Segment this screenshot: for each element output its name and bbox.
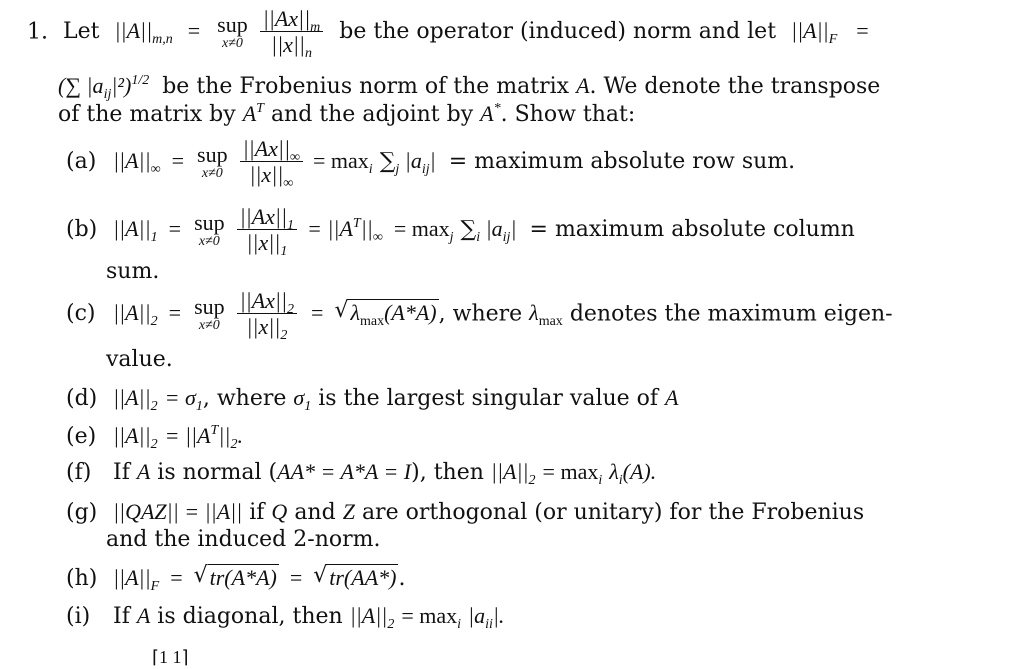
- item-b-transpose-norm: = $||A^T||_\infty$: [307, 216, 383, 246]
- item-a-eq: =: [171, 148, 185, 174]
- item-c-lhs: $||A||_2$: [113, 300, 158, 330]
- item-d-text2: is the largest singular value of: [318, 386, 659, 411]
- item-f-label: (f): [66, 460, 92, 485]
- item-c-sqrt: √ $\lambda_{max}(A*A)$: [334, 298, 437, 330]
- item-c-lambda-max: $\lambda_{max}$: [529, 300, 563, 330]
- item-d-text1: , where: [202, 386, 287, 411]
- item-f-text2: is normal (: [157, 460, 278, 485]
- item-e: [66, 422, 243, 452]
- item-c-label: (c): [66, 301, 96, 327]
- frobenius-norm-symbol: $||A||_F$: [791, 18, 838, 48]
- item-h-sqrt1: √ tr(A*A): [193, 563, 277, 590]
- equals-sign: =: [187, 18, 201, 44]
- item-a-lhs: $||A||_\infty$: [113, 148, 161, 178]
- transpose-symbol: $A^T$: [242, 101, 264, 126]
- item-c-text2: denotes the maximum eigen-: [569, 301, 893, 327]
- item-d-lhs: $||A||_2$: [113, 385, 158, 414]
- item-c-fraction: $\frac{||Ax||_2}{||x||_2}$: [237, 288, 297, 341]
- item-b-text: = maximum absolute column: [529, 217, 855, 243]
- item-g-text1: if: [249, 500, 265, 525]
- item-a-text: = maximum absolute row sum.: [448, 149, 796, 175]
- item-g-Q: Q: [271, 499, 288, 524]
- item-h-eq: =: [170, 565, 183, 590]
- operator-norm-symbol: $||A||_{m,n}$: [114, 18, 173, 48]
- item-a: [66, 136, 796, 192]
- item-d: [66, 384, 679, 414]
- item-h: [66, 564, 405, 594]
- item-d-A: A: [665, 385, 679, 410]
- adjoint-symbol: A*: [480, 101, 501, 126]
- item-f-text3: ), then: [411, 460, 484, 485]
- intro-text-3c: . Show that:: [500, 102, 636, 127]
- item-h-end: .: [398, 566, 406, 591]
- item-a-label: (a): [66, 149, 97, 175]
- item-c-cont: value.: [106, 347, 173, 372]
- problem-number-label: 1.: [27, 19, 48, 45]
- item-g-cont: and the induced 2-norm.: [106, 527, 381, 552]
- item-e-rhs: = $||A^T||_2$.: [164, 423, 243, 452]
- item-i-max: = $\max_i$: [401, 603, 462, 632]
- item-i-text2: is diagonal, then: [157, 604, 343, 629]
- let-word: Let: [63, 19, 100, 45]
- item-b-sup: sup x≠0: [194, 210, 225, 250]
- item-i-lhs: $||A||_2$: [349, 603, 395, 632]
- intro-line-1: [27, 6, 869, 62]
- item-b-eq: =: [168, 216, 182, 242]
- item-f-text1: If: [113, 460, 130, 485]
- item-e-label: (e): [66, 424, 97, 449]
- item-g-lhs: ||QAZ|| = ||A||: [113, 499, 243, 524]
- intro-line-3: [58, 100, 635, 130]
- operator-norm-fraction: $\frac{||Ax||_m}{||x||_n}$: [260, 6, 324, 59]
- item-i-text1: If: [113, 604, 130, 629]
- item-b-cont: sum.: [106, 259, 160, 284]
- item-d-label: (d): [66, 386, 98, 411]
- item-a-max: = $\max_i$: [313, 148, 373, 178]
- item-b: [66, 204, 855, 260]
- item-a-sum: $\sum_j$ $|a_{ij}|$: [379, 148, 436, 178]
- matrix-A: A: [576, 73, 590, 98]
- item-h-lhs: $||A||_F$: [113, 565, 160, 594]
- intro-text-2: be the Frobenius norm of the matrix: [162, 74, 570, 99]
- item-b-label: (b): [66, 217, 98, 243]
- item-h-label: (h): [66, 566, 98, 591]
- item-i-abs: $|a_{ii}|$.: [468, 603, 505, 632]
- intro-line-2: [58, 72, 880, 102]
- item-f: [66, 458, 656, 488]
- item-f-cond: AA* = A*A = I: [277, 459, 412, 484]
- item-c-text1: , where: [438, 301, 523, 327]
- intro-text-2-end: . We denote the transpose: [589, 74, 881, 99]
- item-f-lambda: $\lambda_i(A)$.: [609, 459, 657, 488]
- item-f-max: = $\max_i$: [542, 459, 603, 488]
- item-a-sup: sup x≠0: [197, 142, 228, 182]
- item-e-lhs: $||A||_2$: [113, 423, 158, 452]
- item-h-eq2: =: [289, 565, 303, 590]
- cutoff-matrix-fragment: ⌈1 1⌉: [152, 647, 189, 667]
- item-h-sqrt2: √ tr(AA*): [313, 563, 397, 590]
- item-a-fraction: $\frac{||Ax||_\infty}{||x||_\infty}$: [240, 136, 303, 189]
- equals-sign-2: =: [856, 18, 869, 44]
- item-f-A: A: [136, 459, 151, 484]
- item-g: [66, 498, 864, 528]
- item-c: [66, 288, 893, 344]
- item-d-sigma2: $\sigma_1$: [293, 385, 312, 414]
- item-b-max: = $\max_j$: [393, 216, 454, 246]
- item-b-fraction: $\frac{||Ax||_1}{||x||_1}$: [237, 204, 297, 257]
- item-g-and: and: [294, 500, 336, 525]
- frobenius-definition: (∑ $|a_{ij}|^2)^{1/2}$: [58, 73, 150, 102]
- item-i: [66, 602, 504, 632]
- item-i-label: (i): [66, 604, 91, 629]
- intro-text-1: be the operator (induced) norm and let: [339, 19, 777, 45]
- item-c-sup: sup x≠0: [194, 294, 225, 334]
- item-b-sum: $\sum_i$ $|a_{ij}|$: [460, 216, 517, 246]
- intro-text-3a: of the matrix by: [58, 102, 236, 127]
- sup-operator: sup x≠0: [217, 12, 248, 52]
- item-g-Z: Z: [342, 499, 355, 524]
- item-f-lhs: $||A||_2$: [490, 459, 536, 488]
- item-g-label: (g): [66, 500, 98, 525]
- item-c-eq2: =: [311, 300, 324, 326]
- item-d-sigma: = $\sigma_1$: [164, 385, 203, 414]
- item-c-eq: =: [168, 300, 182, 326]
- intro-text-3b: and the adjoint by: [270, 102, 474, 127]
- item-b-lhs: $||A||_1$: [113, 216, 158, 246]
- item-i-A: A: [136, 603, 151, 628]
- item-g-text2: are orthogonal (or unitary) for the Frobenius: [361, 500, 865, 525]
